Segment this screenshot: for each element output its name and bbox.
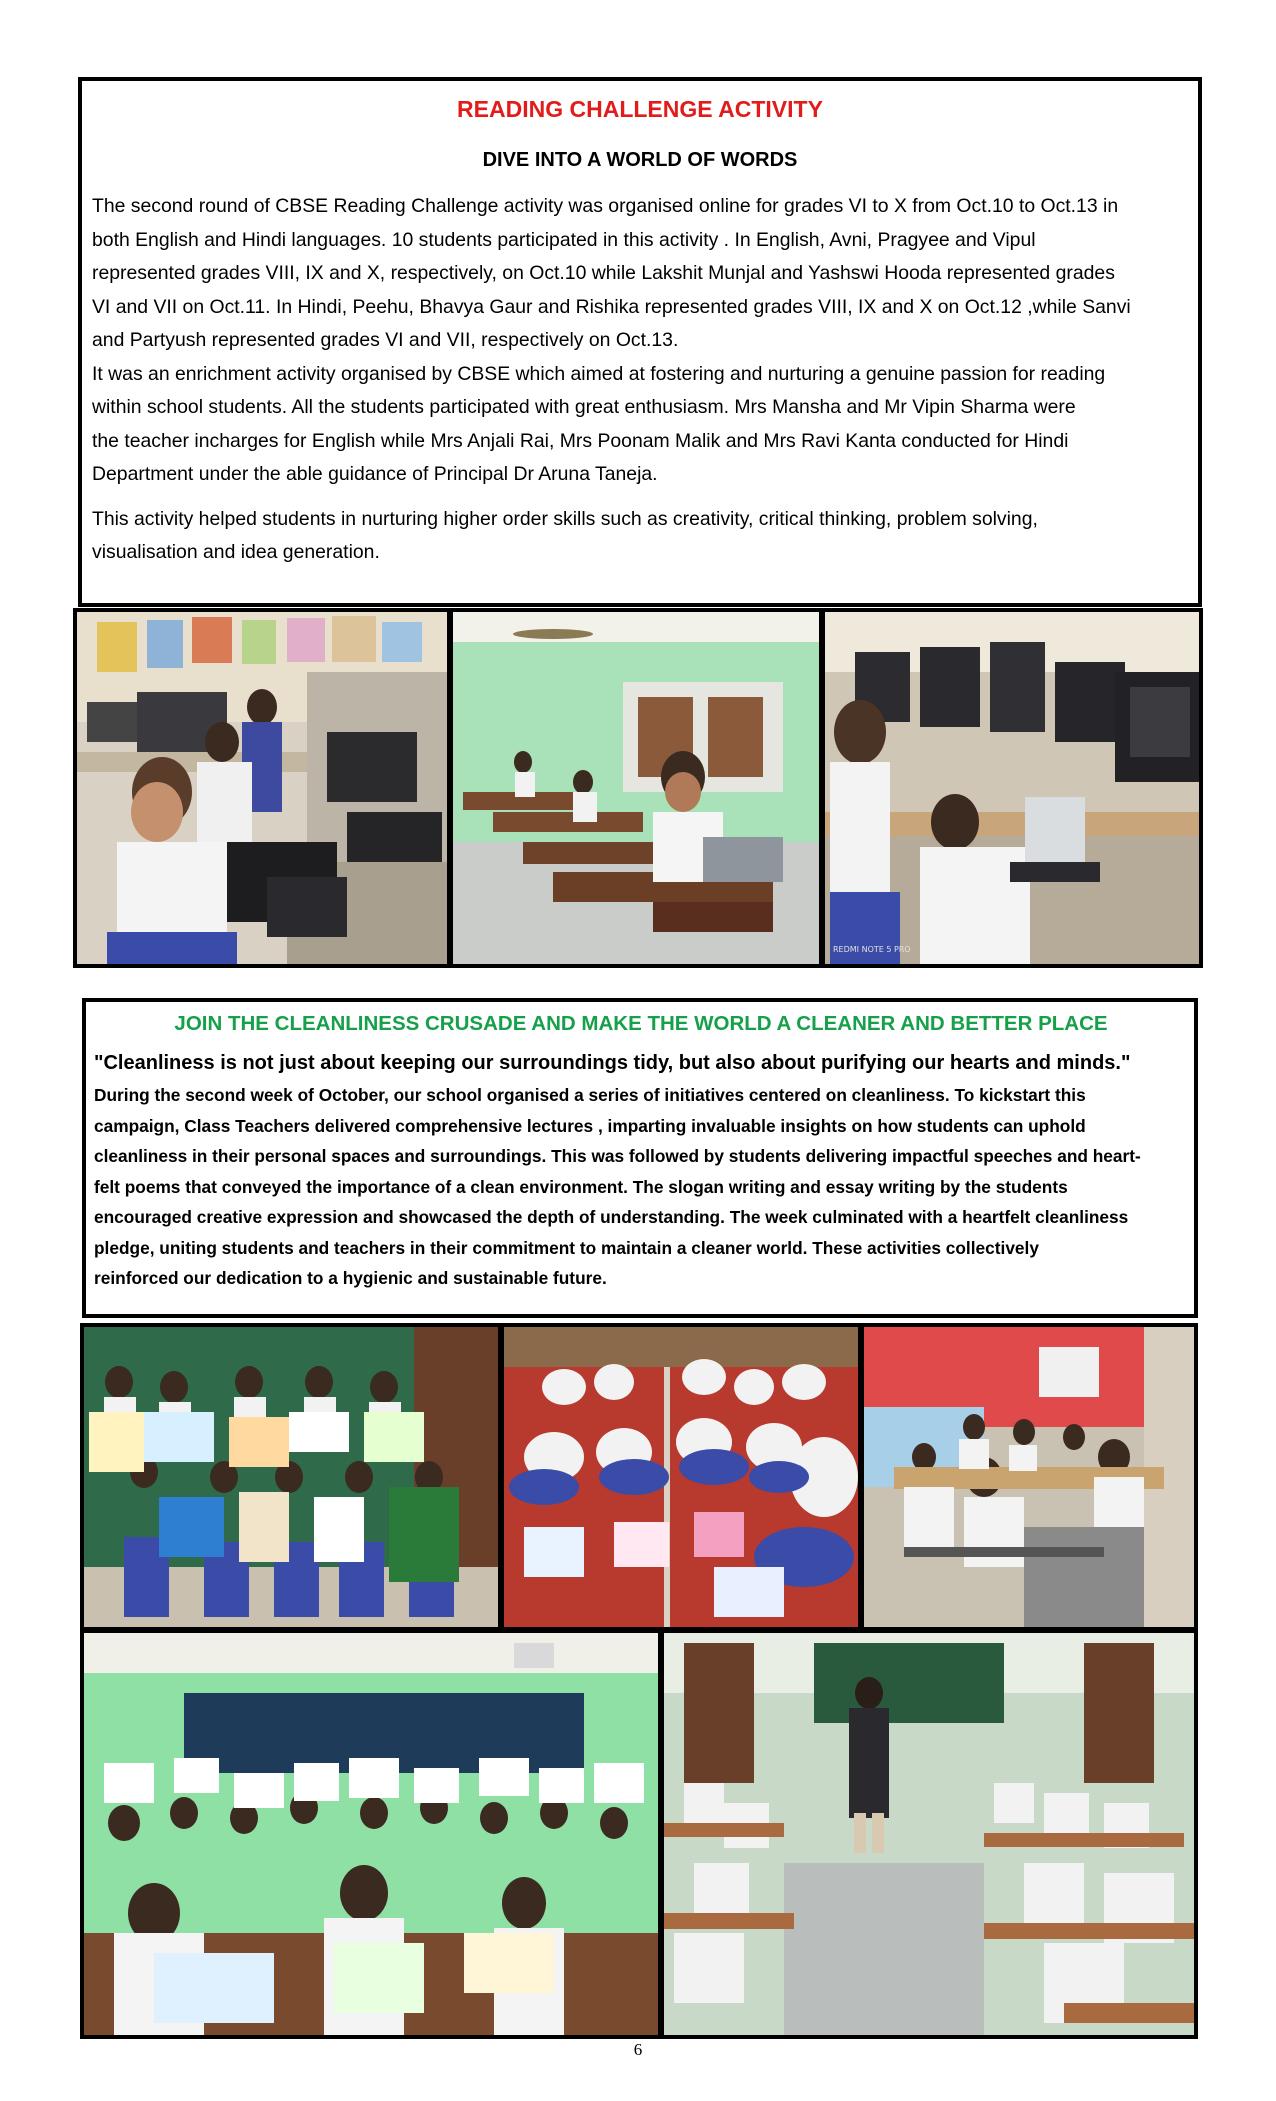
text-line: visualisation and idea generation. [92, 541, 380, 563]
reading-paragraph-2 [92, 503, 1188, 570]
photo-computer-lab-students [825, 612, 1199, 964]
photo-teacher-classroom [664, 1633, 1194, 2035]
text-line: VI and VII on Oct.11. In Hindi, Peehu, Bhavya Gaur and Rishika represented grades VIII, IX and X on Oct.12 ,while Sanvi [92, 295, 1131, 318]
text-line: encouraged creative expression and showcased the depth of understanding. The week culminated with a heartfelt cleanliness [94, 1207, 1129, 1227]
text-line: represented grades VIII, IX and X, respectively, on Oct.10 while Lakshit Munjal and Yashswi Hooda represented grades [92, 262, 1115, 284]
photo-class-with-posters [84, 1633, 658, 2035]
reading-photo-strip [73, 608, 1203, 968]
cleanliness-paragraph [94, 1080, 1188, 1294]
photo-students-drawing-floor [504, 1327, 858, 1627]
text-line: and Partyush represented grades VI and VII, respectively on Oct.13. [92, 329, 679, 351]
page-number: 6 [633, 2040, 643, 2059]
text-line: the teacher incharges for English while Mrs Anjali Rai, Mrs Poonam Malik and Mrs Ravi Kanta conducted for Hindi [92, 429, 1069, 452]
reading-challenge-section [78, 77, 1202, 607]
text-line: This activity helped students in nurturing higher order skills such as creativity, critical thinking, problem solving, [92, 507, 1038, 530]
text-line: The second round of CBSE Reading Challenge activity was organised online for grades VI to X from Oct.10 to Oct.13 in [92, 195, 1119, 217]
text-line: campaign, Class Teachers delivered comprehensive lectures , imparting invaluable insights on how students can uphold [94, 1115, 1086, 1136]
text-line: pledge, uniting students and teachers in their commitment to maintain a cleaner world. These activities collectively [94, 1237, 1039, 1258]
text-line: reinforced our dedication to a hygienic and sustainable future. [94, 1268, 607, 1288]
photo-watermark: REDMI NOTE 5 PRO [833, 945, 911, 954]
text-line: During the second week of October, our school organised a series of initiatives centered on cleanliness. To kickstart this [94, 1085, 1086, 1105]
text-line: both English and Hindi languages. 10 students participated in this activity . In English, Avni, Pragyee and Vipul [92, 228, 1036, 251]
cleanliness-section [82, 998, 1198, 1318]
reading-title: READING CHALLENGE ACTIVITY [457, 96, 823, 122]
text-line: cleanliness in their personal spaces and surroundings. This was followed by students delivering impactful speeches and heart- [94, 1146, 1141, 1166]
cleanliness-title: JOIN THE CLEANLINESS CRUSADE AND MAKE THE WORLD A CLEANER AND BETTER PLACE [174, 1012, 1108, 1035]
photo-library-students [864, 1327, 1194, 1627]
reading-paragraph-1 [92, 190, 1188, 492]
cleanliness-quote: "Cleanliness is not just about keeping our surroundings tidy, but also about purifying our hearts and minds." [94, 1052, 1131, 1074]
text-line: It was an enrichment activity organised by CBSE which aimed at fostering and nurturing a genuine passion for reading [92, 362, 1106, 385]
photo-girls-posters-board [84, 1327, 498, 1627]
cleanliness-photo-grid [80, 1323, 1198, 2039]
reading-subtitle: DIVE INTO A WORLD OF WORDS [482, 149, 798, 171]
text-line: felt poems that conveyed the importance of a clean environment. The slogan writing and essay writing by the students [94, 1176, 1068, 1197]
text-line: within school students. All the students participated with great enthusiasm. Mrs Mansha and Mr Vipin Sharma were [92, 396, 1076, 418]
photo-classroom-boys [453, 612, 819, 964]
text-line: Department under the able guidance of Principal Dr Aruna Taneja. [92, 463, 658, 485]
photo-computer-lab-girls [77, 612, 447, 964]
